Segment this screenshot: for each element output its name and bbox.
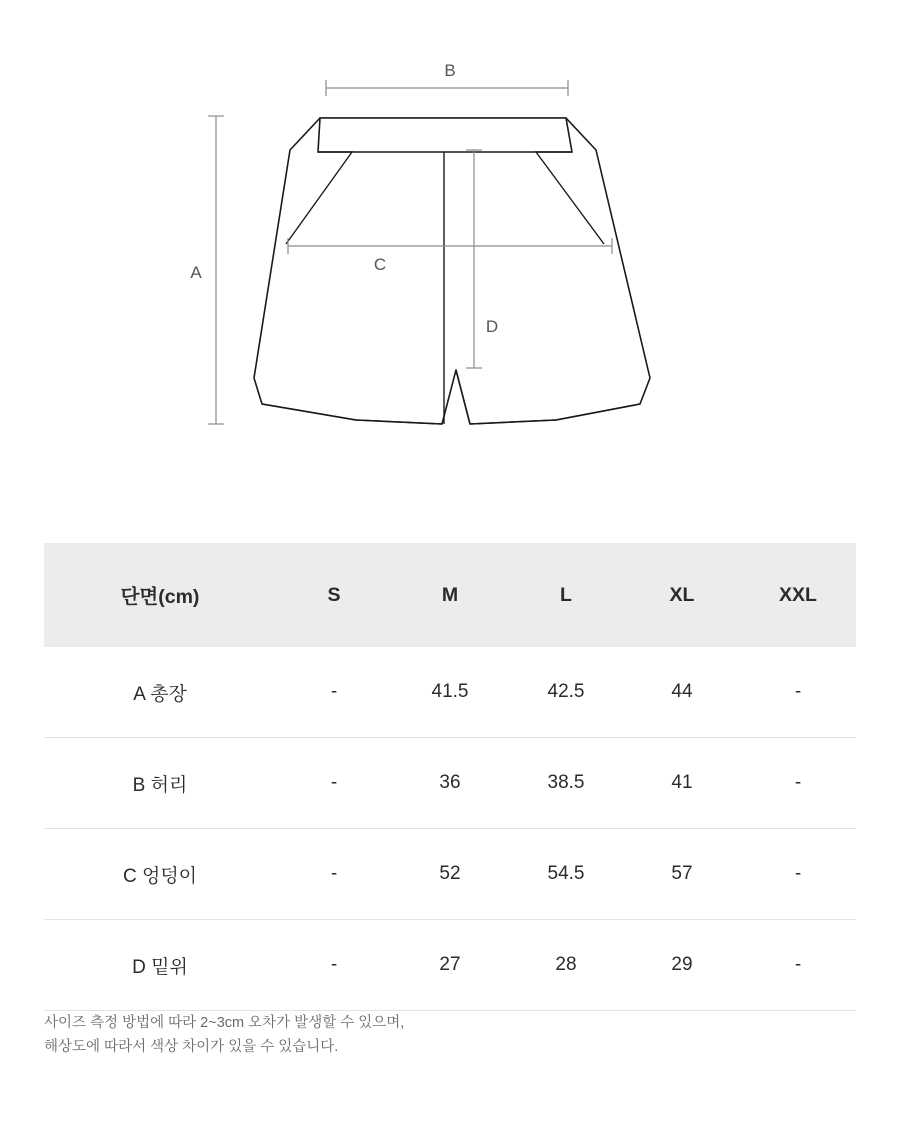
column-header-m: M xyxy=(392,543,508,647)
cell-total-length-m: 41.5 xyxy=(431,681,469,702)
table-header-row xyxy=(44,543,856,647)
dimension-label-d: D xyxy=(485,317,499,336)
cell-hip-s: - xyxy=(330,863,338,884)
cell-total-length-xxl: - xyxy=(794,681,802,702)
column-header-xxl: XXL xyxy=(740,543,856,647)
dimension-label-b: B xyxy=(444,61,456,80)
cell-waist-m: 36 xyxy=(439,772,461,793)
row-label-hip: C 엉덩이 xyxy=(122,865,198,887)
footnote-line-2: 해상도에 따라서 색상 차이가 있을 수 있습니다. xyxy=(44,1038,339,1055)
table-row xyxy=(44,647,856,738)
column-header-l: L xyxy=(508,543,624,647)
cell-waist-xl: 41 xyxy=(671,772,693,793)
cell-hip-xl: 57 xyxy=(671,863,693,884)
cell-total-length-s: - xyxy=(330,681,338,702)
cell-hip-m: 52 xyxy=(439,863,461,884)
cell-rise-l: 28 xyxy=(555,954,577,975)
footnote-line-1: 사이즈 측정 방법에 따라 2~3cm 오차가 발생할 수 있으며, xyxy=(44,1015,405,1031)
table-row xyxy=(44,829,856,920)
dimension-label-a: A xyxy=(190,263,202,282)
cell-total-length-l: 42.5 xyxy=(547,681,585,702)
cell-rise-xxl: - xyxy=(794,954,802,975)
size-table-body xyxy=(44,647,856,1011)
table-row xyxy=(44,920,856,1011)
cell-hip-l: 54.5 xyxy=(547,863,585,884)
measurement-footnote xyxy=(44,1012,856,1060)
waistband-line xyxy=(318,118,572,152)
table-row xyxy=(44,738,856,829)
cell-total-length-xl: 44 xyxy=(671,681,693,702)
row-label-waist: B 허리 xyxy=(132,774,188,796)
cell-waist-l: 38.5 xyxy=(547,772,585,793)
cell-rise-xl: 29 xyxy=(671,954,693,975)
cell-rise-s: - xyxy=(330,954,338,975)
shorts-diagram xyxy=(0,0,900,520)
size-table-head xyxy=(44,543,856,647)
shorts-outline-shape xyxy=(254,118,650,424)
column-header-s: S xyxy=(276,543,392,647)
row-label-total-length: A 총장 xyxy=(133,683,187,705)
size-table xyxy=(44,543,856,1011)
cell-waist-xxl: - xyxy=(794,772,802,793)
column-header-measure: 단면(cm) xyxy=(44,543,276,647)
dimension-label-c: C xyxy=(373,255,387,274)
size-table-container xyxy=(44,543,856,1011)
column-header-xl: XL xyxy=(624,543,740,647)
cell-rise-m: 27 xyxy=(439,954,461,975)
cell-waist-s: - xyxy=(330,772,338,793)
cell-hip-xxl: - xyxy=(794,863,802,884)
row-label-rise: D 밑위 xyxy=(132,956,188,978)
